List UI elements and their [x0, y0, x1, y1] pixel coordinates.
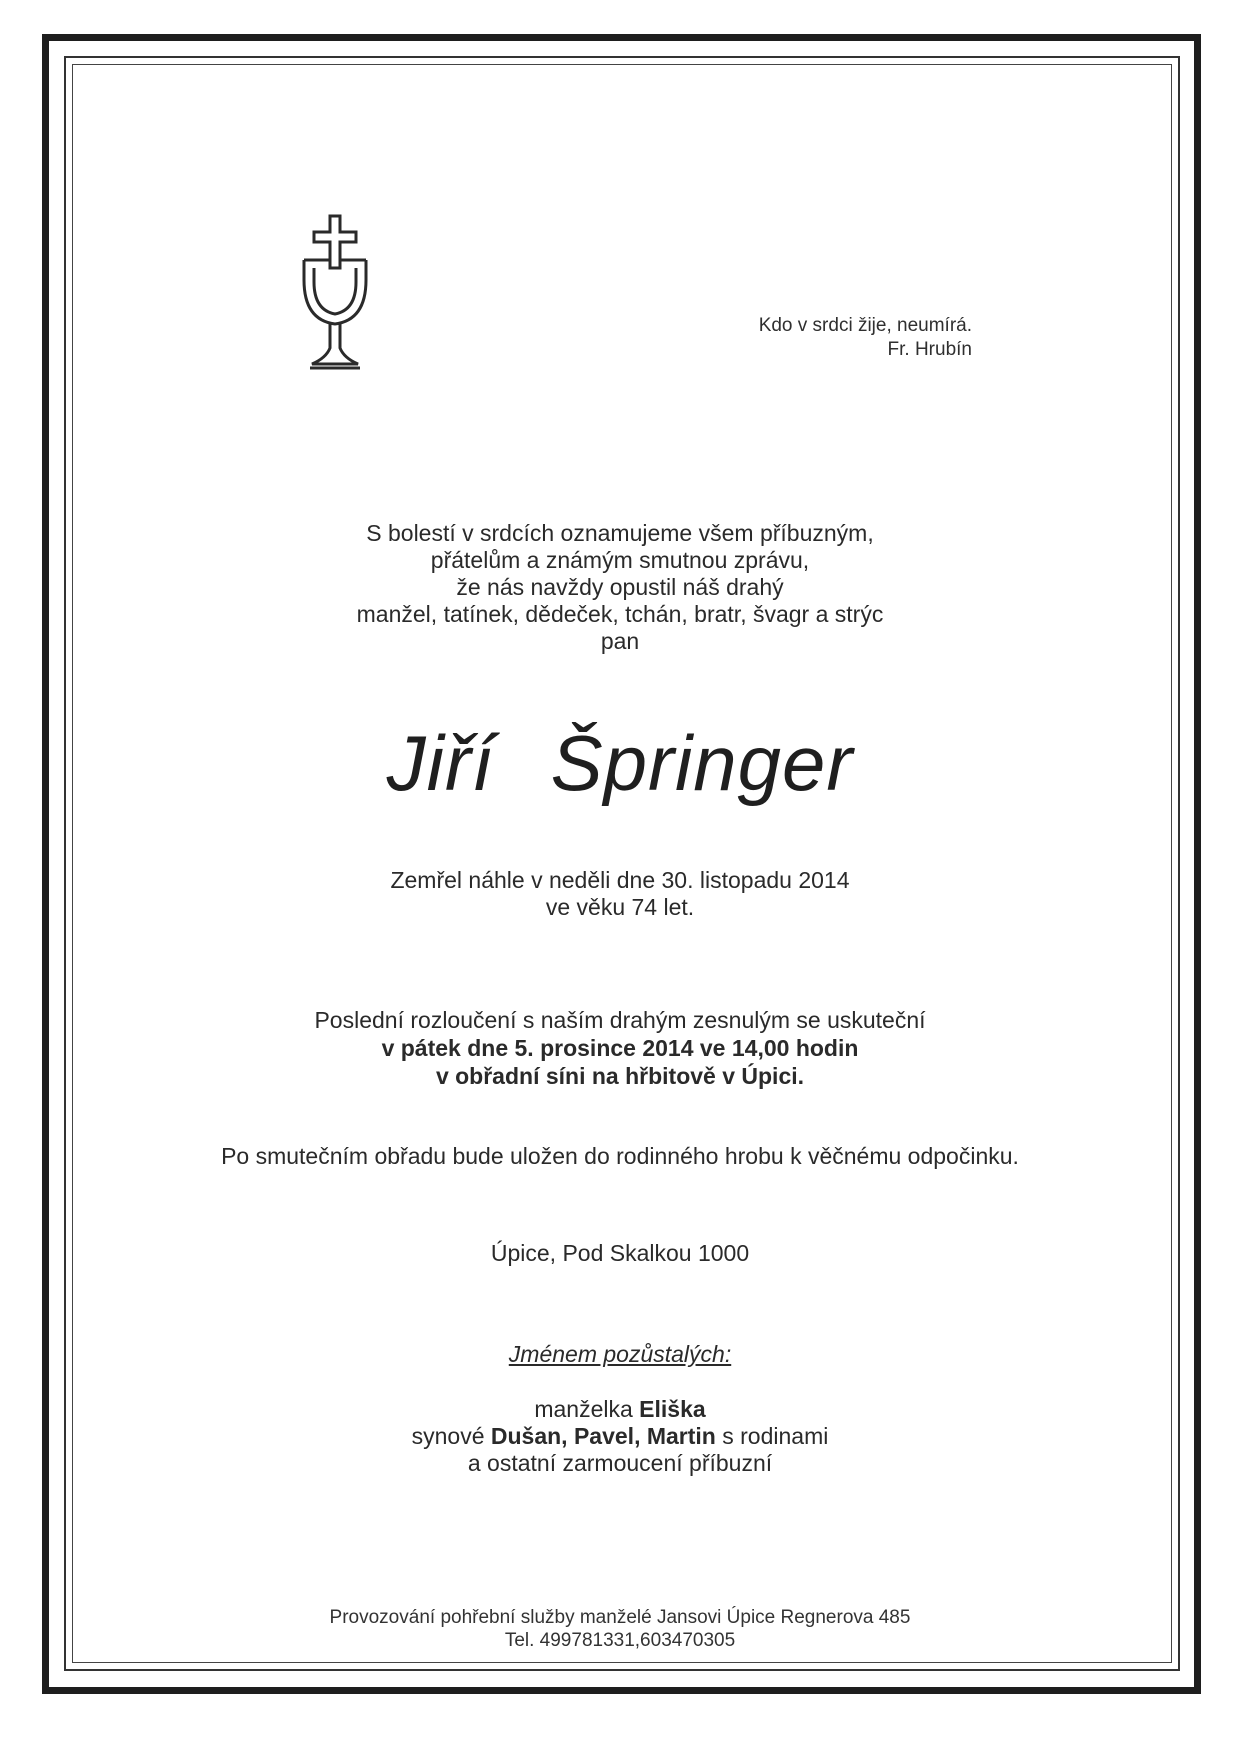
on-behalf-heading: Jménem pozůstalých:: [508, 1341, 732, 1367]
intro-line: S bolestí v srdcích oznamujeme všem příbuzným,: [366, 520, 874, 546]
family-address: Úpice, Pod Skalkou 1000: [490, 1240, 750, 1266]
deceased-name: [0, 718, 1240, 808]
announcement-intro: [0, 520, 1240, 655]
intro-line: přátelům a známým smutnou zprávu,: [430, 547, 810, 573]
intro-line: pan: [600, 628, 640, 654]
funeral-place: v obřadní síni na hřbitově v Úpici.: [435, 1063, 805, 1089]
deceased-last-name: Špringer: [550, 719, 854, 807]
sons-label: synové: [411, 1423, 485, 1449]
motto: [759, 314, 972, 362]
deceased-first-name: Jiří: [386, 719, 495, 807]
intro-line: že nás navždy opustil náš drahý: [456, 574, 784, 600]
motto-author: Fr. Hrubín: [887, 339, 972, 360]
family-others: a ostatní zarmoucení příbuzní: [467, 1450, 773, 1476]
family-wife: [0, 1396, 1240, 1423]
motto-quote: Kdo v srdci žije, neumírá.: [758, 315, 972, 336]
death-info: [0, 867, 1240, 921]
death-date: Zemřel náhle v neděli dne 30. listopadu 2014: [390, 867, 850, 893]
death-age: ve věku 74 let.: [545, 894, 695, 920]
sons-suffix: s rodinami: [722, 1423, 829, 1449]
funeral-service-footer: [0, 1606, 1240, 1652]
wife-label: manželka: [534, 1396, 633, 1422]
burial-info: Po smutečním obřadu bude uložen do rodinného hrobu k věčnému odpočinku.: [221, 1143, 1019, 1169]
family-list: [0, 1396, 1240, 1477]
sons-names: Dušan, Pavel, Martin: [490, 1423, 716, 1449]
wife-name: Eliška: [639, 1396, 706, 1422]
funeral-info: [0, 1006, 1240, 1090]
funeral-line: Poslední rozloučení s naším drahým zesnulým se uskuteční: [314, 1007, 926, 1033]
funeral-date: v pátek dne 5. prosince 2014 ve 14,00 hodin: [381, 1035, 859, 1061]
footer-phone: Tel. 499781331,603470305: [504, 1630, 736, 1651]
family-sons: [0, 1423, 1240, 1450]
cross-chalice-icon: [300, 212, 370, 372]
footer-company: Provozování pohřební služby manželé Jansovi Úpice Regnerova 485: [329, 1607, 911, 1628]
intro-line: manžel, tatínek, dědeček, tchán, bratr, švagr a strýc: [356, 601, 884, 627]
